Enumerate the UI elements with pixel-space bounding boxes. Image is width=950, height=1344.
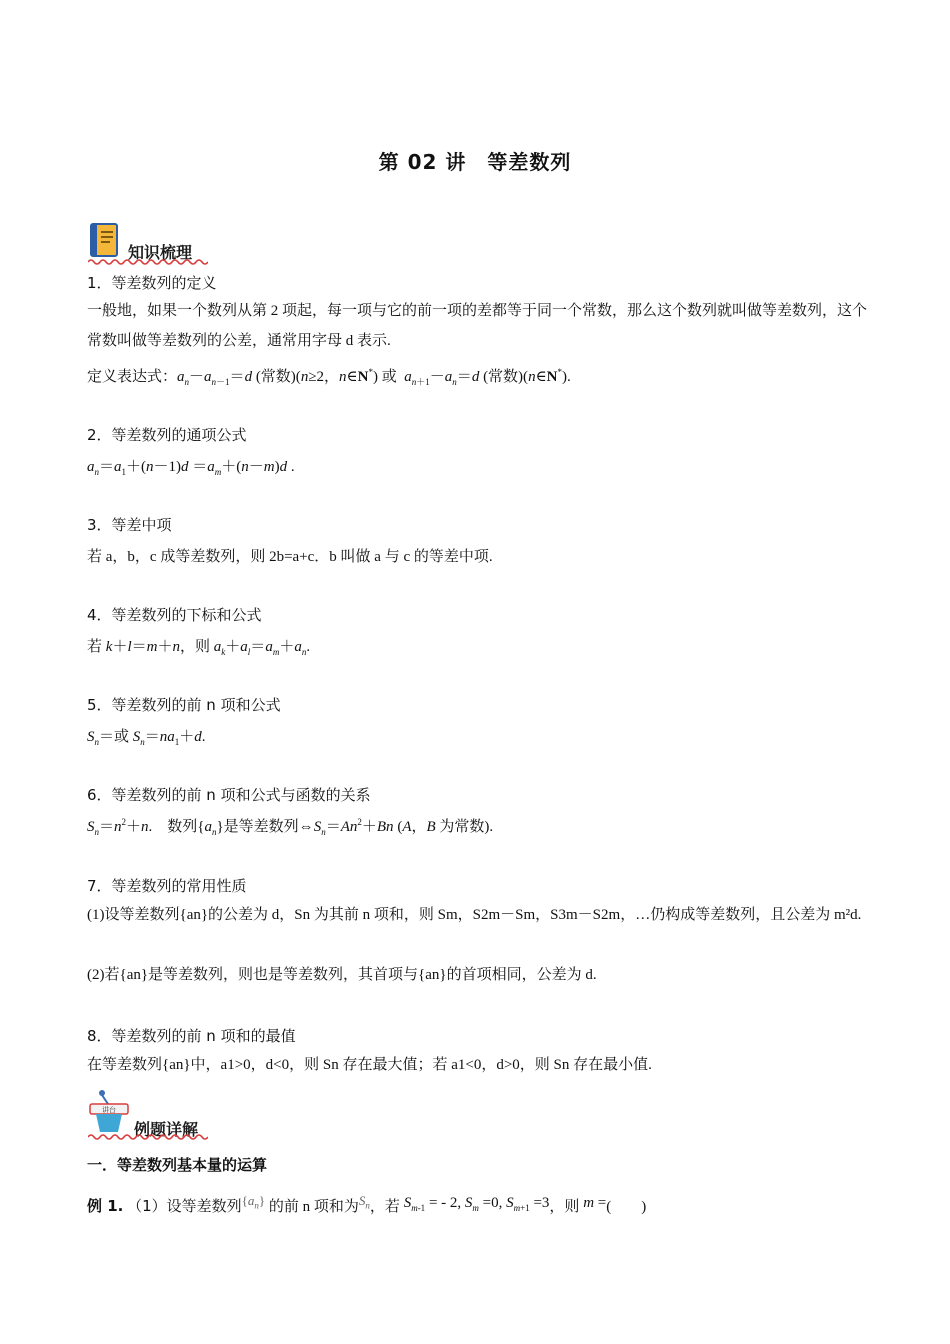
definition-expression: 定义表达式：$a_n-a_{n-1}=d$ (常数)(n≥2，n∈N*) 或 $a_{n+1}-a_n=d$ (常数)(n∈N*). (87, 367, 571, 387)
sum-function-relation: $S_n=n^2+n$. 数列$\{a_n\}$是等差数列$\Leftrightarrow S_n=An^2+Bn$ (A，B 为常数). (87, 817, 494, 837)
section-heading: 4．等差数列的下标和公式 (87, 606, 262, 624)
section-heading: 2．等差数列的通项公式 (87, 426, 247, 444)
example-cond-prefix: ，若 (369, 1199, 400, 1215)
wavy-underline (88, 1133, 208, 1141)
or-text: 或 (381, 369, 397, 385)
example-label: 例 1. (87, 1197, 124, 1215)
notebook-icon (88, 222, 122, 260)
definition-prefix: 定义表达式： (87, 369, 178, 385)
property-1: (1)设等差数列{an}的公差为 d，Sn 为其前 n 项和，则 Sm，S2m－Sm，S3m－S2m，…仍构成等差数列，且公差为 m²d. (87, 907, 862, 923)
section-heading: 1．等差数列的定义 (87, 274, 217, 292)
banner-knowledge (88, 222, 218, 264)
example-mid: 的前 n 项和为 (268, 1199, 359, 1215)
wavy-underline (88, 258, 208, 266)
extremum-text: 在等差数列{an}中，a1>0，d<0，则 Sn 存在最大值；若 a1<0，d>0，则 Sn 存在最小值. (87, 1057, 652, 1073)
banner-examples (88, 1088, 218, 1140)
section-heading: 3．等差中项 (87, 516, 172, 534)
section-heading: 7．等差数列的常用性质 (87, 877, 247, 895)
answer-blank: ( ) (606, 1199, 647, 1215)
example-cond-end: ，则 (549, 1199, 580, 1215)
definition-paragraph: 一般地，如果一个数列从第 2 项起，每一项与它的前一项的差都等于同一个常数，那么这个数列就叫做等差数列，这个常数叫做等差数列的公差，通常用字母 d 表示. (87, 303, 868, 349)
section-heading: 8．等差数列的前 n 项和的最值 (87, 1027, 296, 1045)
sum-formula: $S_n=$或 $S_n=na_1+d$. (87, 729, 206, 747)
general-term-formula: $a_n=a_1+(n-1)d =a_m+(n-m)d$ . (87, 459, 295, 477)
podium-text: 讲台 (102, 1106, 116, 1114)
subscript-sum-formula: 若 k＋l＝m＋n，则 $a_k+a_l=a_m+a_n$. (87, 639, 311, 657)
property-2: (2)若{an}是等差数列，则也是等差数列，其首项与{an}的首项相同，公差为 d. (87, 967, 597, 983)
part-heading: 一．等差数列基本量的运算 (87, 1156, 268, 1174)
example-1: 例 1. （1）设等差数列$\{a_n\}$ 的前 n 项和为$S_n$，若 $S_{m-1}$ = - 2, $S_m =0$, $S_{m+1} =3$，则 m =( ) (87, 1193, 647, 1215)
page-title: 第 02 讲 等差数列 (378, 150, 572, 174)
example-subpart: （1）设等差数列 (127, 1197, 242, 1215)
banner-knowledge-label: 知识梳理 (128, 243, 193, 262)
banner-examples-label: 例题详解 (134, 1120, 199, 1139)
section-heading: 6．等差数列的前 n 项和公式与函数的关系 (87, 786, 371, 804)
podium-icon (88, 1088, 132, 1136)
section-heading: 5．等差数列的前 n 项和公式 (87, 696, 281, 714)
arithmetic-mean-text: 若 a，b，c 成等差数列，则 2b=a+c．b 叫做 a 与 c 的等差中项. (87, 549, 493, 565)
